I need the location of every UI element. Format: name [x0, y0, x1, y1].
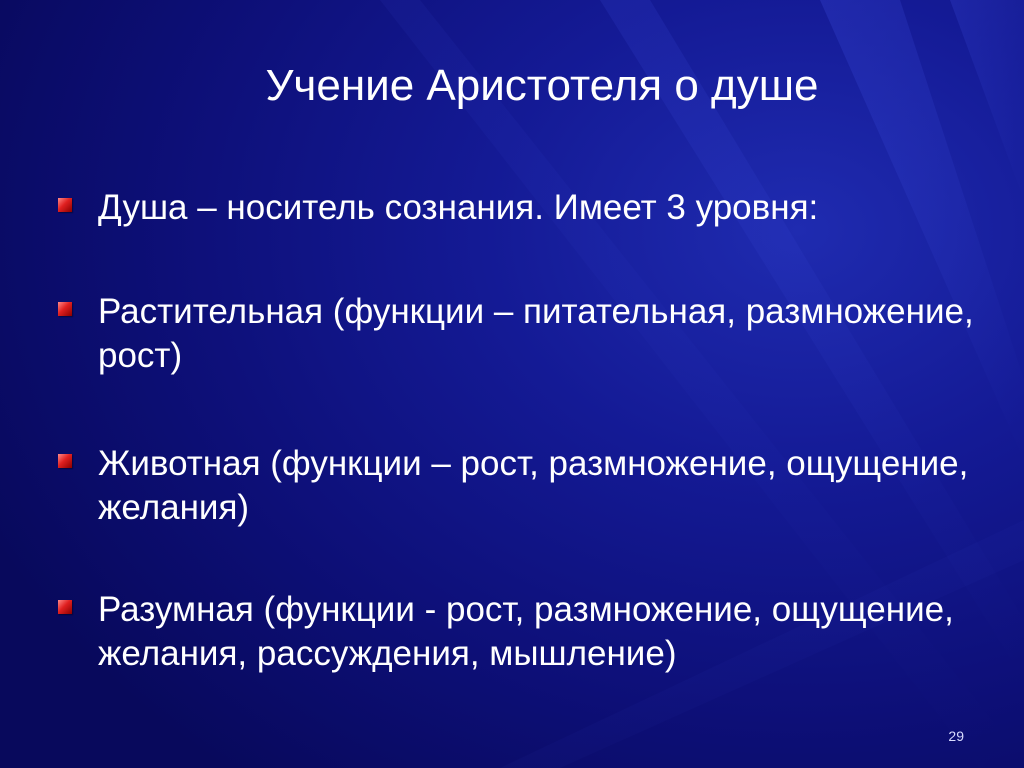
bullet-square-icon: [58, 198, 72, 212]
bullet-square-icon: [58, 600, 72, 614]
page-number: 29: [948, 728, 964, 744]
bullet-text: Растительная (функции – питательная, размножение, рост): [98, 292, 974, 375]
slide-title: Учение Аристотеля о душе: [265, 61, 819, 110]
bullet-text: Животная (функции – рост, размножение, ощущение, желания): [98, 444, 969, 527]
bullet-text: Разумная (функции - рост, размножение, ощущение, желания, рассуждения, мышление): [98, 590, 954, 673]
bullet-square-icon: [58, 454, 72, 468]
bullet-square-icon: [58, 302, 72, 316]
bullet-text: Душа – носитель сознания. Имеет 3 уровня:: [98, 188, 819, 227]
